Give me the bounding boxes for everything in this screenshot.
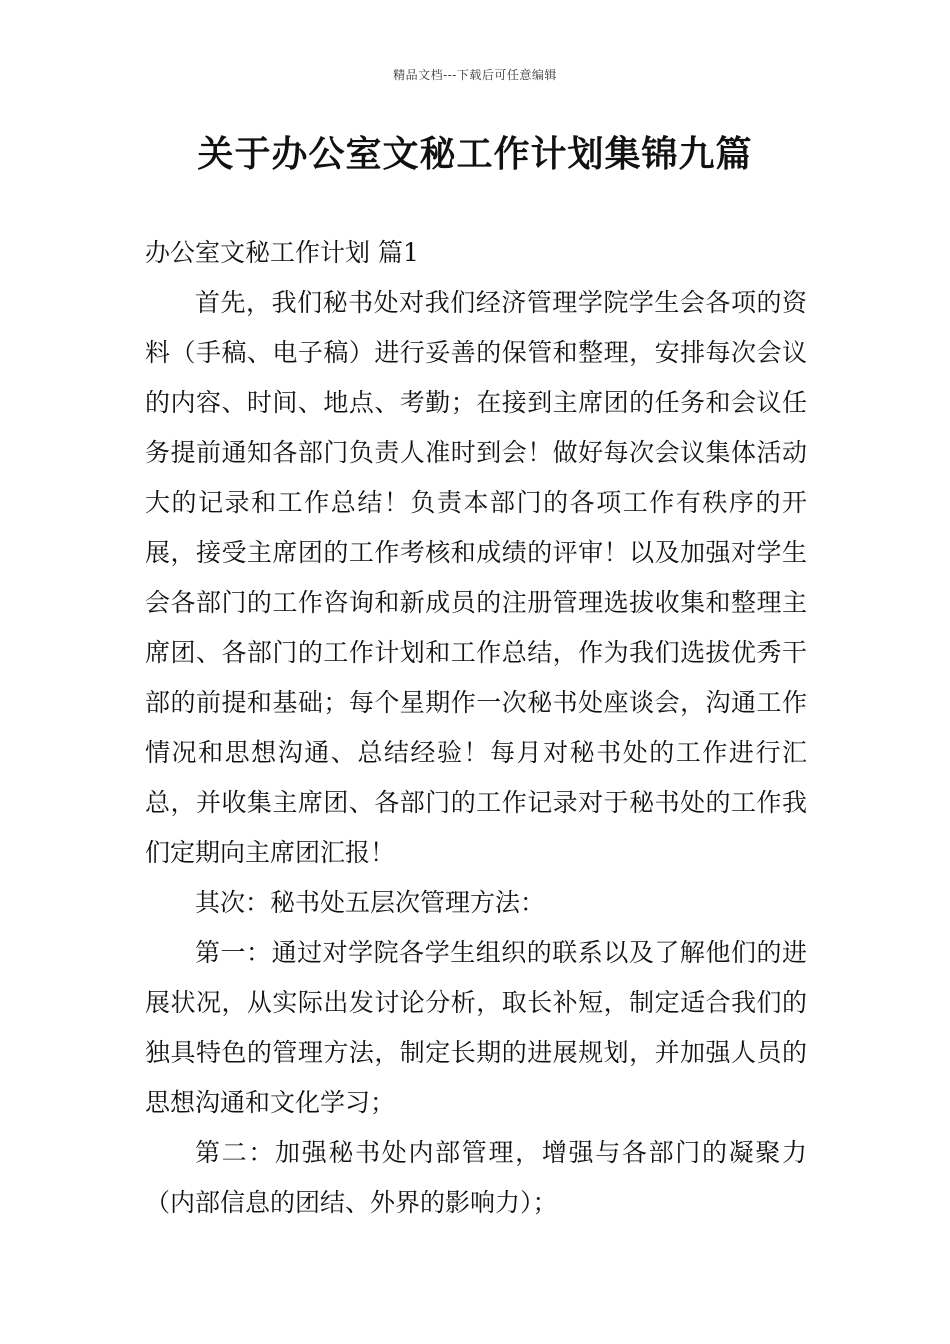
body-paragraph-3: 第一：通过对学院各学生组织的联系以及了解他们的进展状况，从实际出发讨论分析，取长补短，制定适合我们的独具特色的管理方法，制定长期的进展规划，并加强人员的思想沟通和文化学习； (145, 938, 807, 1117)
section-heading: 办公室文秘工作计划 篇1 (145, 238, 419, 267)
header-note: 精品文档---下载后可任意编辑 (393, 68, 557, 82)
document-title: 关于办公室文秘工作计划集锦九篇 (197, 134, 753, 175)
body-paragraph-2: 其次：秘书处五层次管理方法： (195, 888, 546, 917)
body-paragraph-4: 第二：加强秘书处内部管理，增强与各部门的凝聚力（内部信息的团结、外界的影响力）； (145, 1138, 807, 1217)
document-body (145, 228, 807, 1228)
body-paragraph-1: 首先，我们秘书处对我们经济管理学院学生会各项的资料（手稿、电子稿）进行妥善的保管和整理，安排每次会议的内容、时间、地点、考勤；在接到主席团的任务和会议任务提前通知各部门负责人准时到会！做好每次会议集体活动大的记录和工作总结！负责本部门的各项工作有秩序的开展，接受主席团的工作考核和成绩的评审！以及加强对学生会各部门的工作咨询和新成员的注册管理选拔收集和整理主席团、各部门的工作计划和工作总结，作为我们选拔优秀干部的前提和基础；每个星期作一次秘书处座谈会，沟通工作情况和思想沟通、总结经验！每月对秘书处的工作进行汇总，并收集主席团、各部门的工作记录对于秘书处的工作我们定期向主席团汇报！ (145, 288, 807, 867)
